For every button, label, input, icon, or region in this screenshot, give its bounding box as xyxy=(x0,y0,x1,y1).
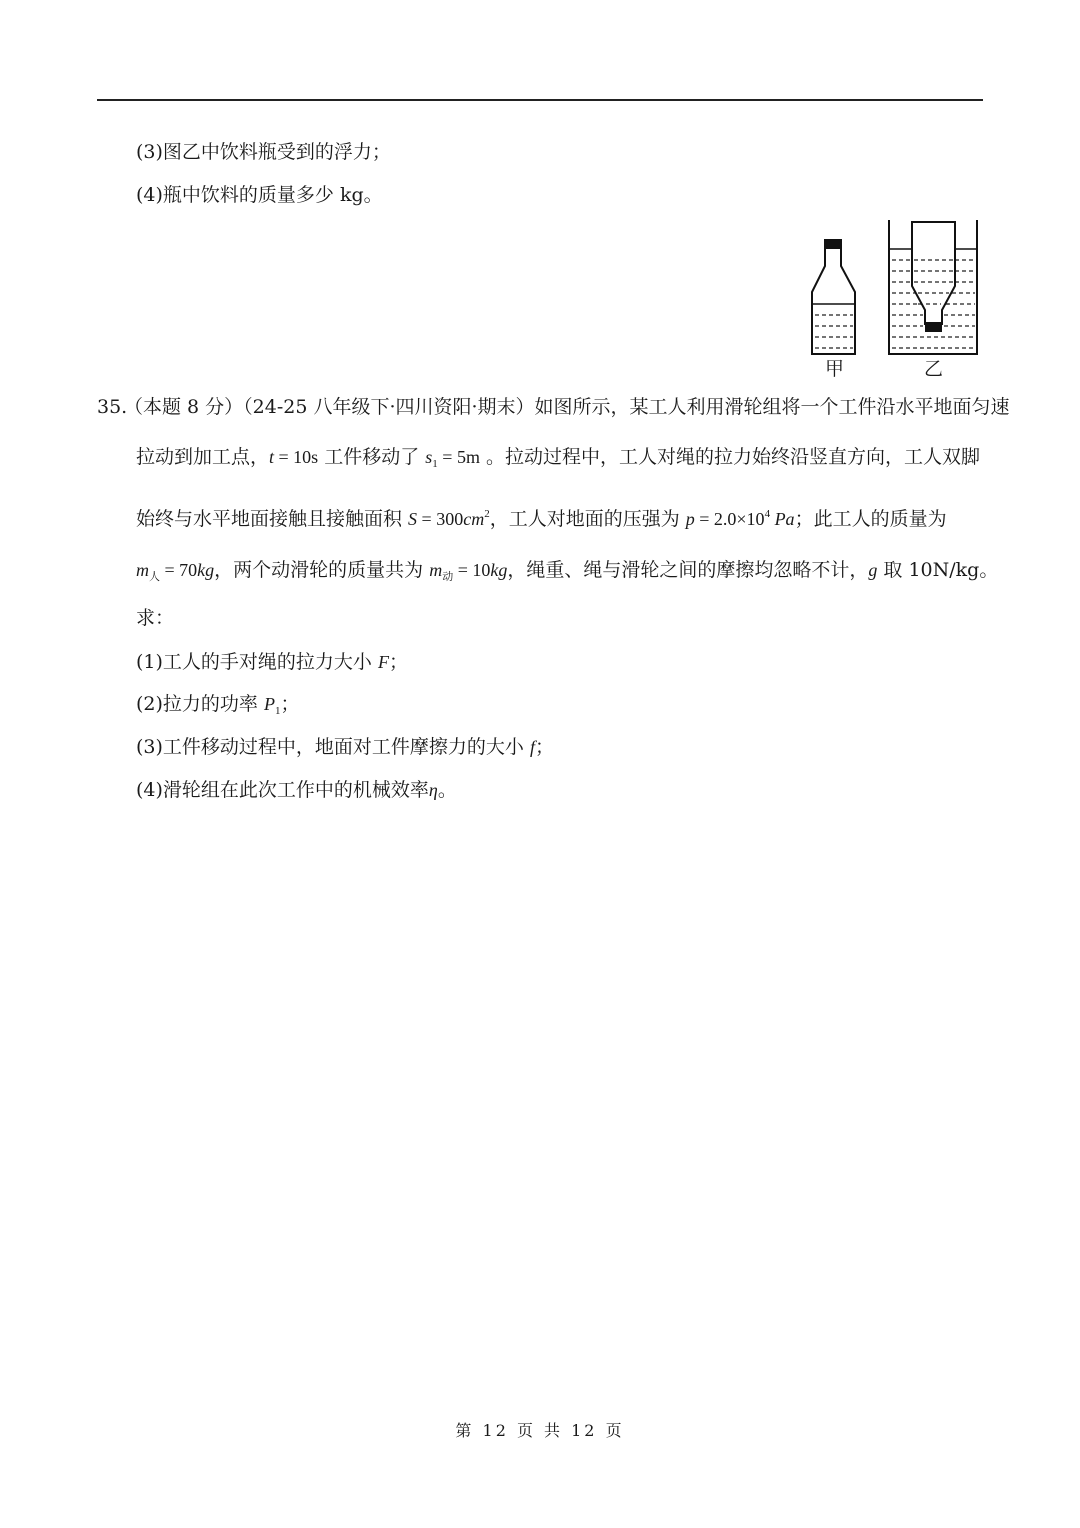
text: (1)工人的手对绳的拉力大小 xyxy=(136,651,378,673)
unit-kg: kg xyxy=(490,560,508,580)
q35-part2 xyxy=(136,692,299,723)
q34-part3: (3)图乙中饮料瓶受到的浮力； xyxy=(136,141,391,163)
q35-line4 xyxy=(136,558,998,589)
value-t: = 10s xyxy=(274,447,319,467)
q35-line3 xyxy=(136,502,947,531)
math-S xyxy=(408,509,490,529)
math-p xyxy=(686,509,795,529)
text: ，两个动滑轮的质量共为 xyxy=(214,559,430,581)
q35-number: 35. xyxy=(97,396,128,418)
text: 始终与水平地面接触且接触面积 xyxy=(136,508,409,530)
var-P: P xyxy=(263,694,275,714)
text: ； xyxy=(280,693,300,715)
var-g: g xyxy=(868,560,878,580)
label-yi: 乙 xyxy=(924,358,944,380)
page-footer: 第 12 页 共 12 页 xyxy=(455,1421,625,1440)
value-p: = 2.0×10 xyxy=(694,509,765,529)
q35-part4 xyxy=(136,778,457,802)
text: 取 10N/kg。 xyxy=(877,559,999,581)
sup-p: 4 xyxy=(764,508,771,520)
math-s1 xyxy=(425,447,480,470)
text: ，工人对地面的压强为 xyxy=(489,508,686,530)
text: 工件移动了 xyxy=(318,446,426,468)
sup-cm: 2 xyxy=(484,508,490,520)
text: (2)拉力的功率 xyxy=(136,693,264,715)
bottle-jia xyxy=(812,239,855,354)
text: (4)滑轮组在此次工作中的机械效率 xyxy=(136,779,429,801)
var-s: s xyxy=(425,447,433,467)
text: ，绳重、绳与滑轮之间的摩擦均忽略不计， xyxy=(507,559,869,581)
q35-ask: 求： xyxy=(136,607,175,629)
label-jia: 甲 xyxy=(825,358,845,380)
text: 。拉动过程中，工人对绳的拉力始终沿竖直方向，工人双脚 xyxy=(479,446,980,468)
value-s: = 5m xyxy=(437,447,480,467)
var-m: m xyxy=(136,560,149,580)
container-yi xyxy=(889,220,977,354)
q34-part4: (4)瓶中饮料的质量多少 kg。 xyxy=(136,184,383,206)
sub-P: 1 xyxy=(274,705,281,717)
sub-m: 动 xyxy=(442,571,454,583)
text: ；此工人的质量为 xyxy=(794,508,947,530)
header-rule xyxy=(97,99,983,101)
value-S: = 300 xyxy=(417,509,464,529)
var-t: t xyxy=(269,447,275,467)
value-m: = 10 xyxy=(453,560,491,580)
math-m-pulley xyxy=(429,560,508,583)
unit-kg: kg xyxy=(197,560,215,580)
unit-pa: Pa xyxy=(770,509,795,529)
bottle-figure xyxy=(805,218,985,383)
text: ； xyxy=(534,736,554,758)
sub-s: 1 xyxy=(432,458,438,470)
q35-part3 xyxy=(136,735,554,759)
text: 拉动到加工点， xyxy=(136,446,270,468)
var-eta: η xyxy=(428,780,438,800)
var-p: p xyxy=(685,509,695,529)
var-S: S xyxy=(408,509,418,529)
var-f: f xyxy=(529,737,535,757)
math-t xyxy=(269,447,318,467)
sub-m: 人 xyxy=(149,571,160,583)
q35-line1: （本题 8 分）（24-25 八年级下·四川资阳·期末）如图所示，某工人利用滑轮组将一个工件沿水平地面匀速 xyxy=(124,396,1010,418)
value-m: = 70 xyxy=(160,560,198,580)
var-F: F xyxy=(377,652,389,672)
q35-part1 xyxy=(136,650,408,674)
text: ； xyxy=(388,651,408,673)
var-m: m xyxy=(429,560,443,580)
q35-line2 xyxy=(136,445,980,476)
text: (3)工件移动过程中，地面对工件摩擦力的大小 xyxy=(136,736,530,758)
unit-cm: cm xyxy=(463,509,485,529)
math-P1 xyxy=(263,694,281,717)
math-m-person xyxy=(136,560,215,583)
text: 。 xyxy=(437,779,457,801)
